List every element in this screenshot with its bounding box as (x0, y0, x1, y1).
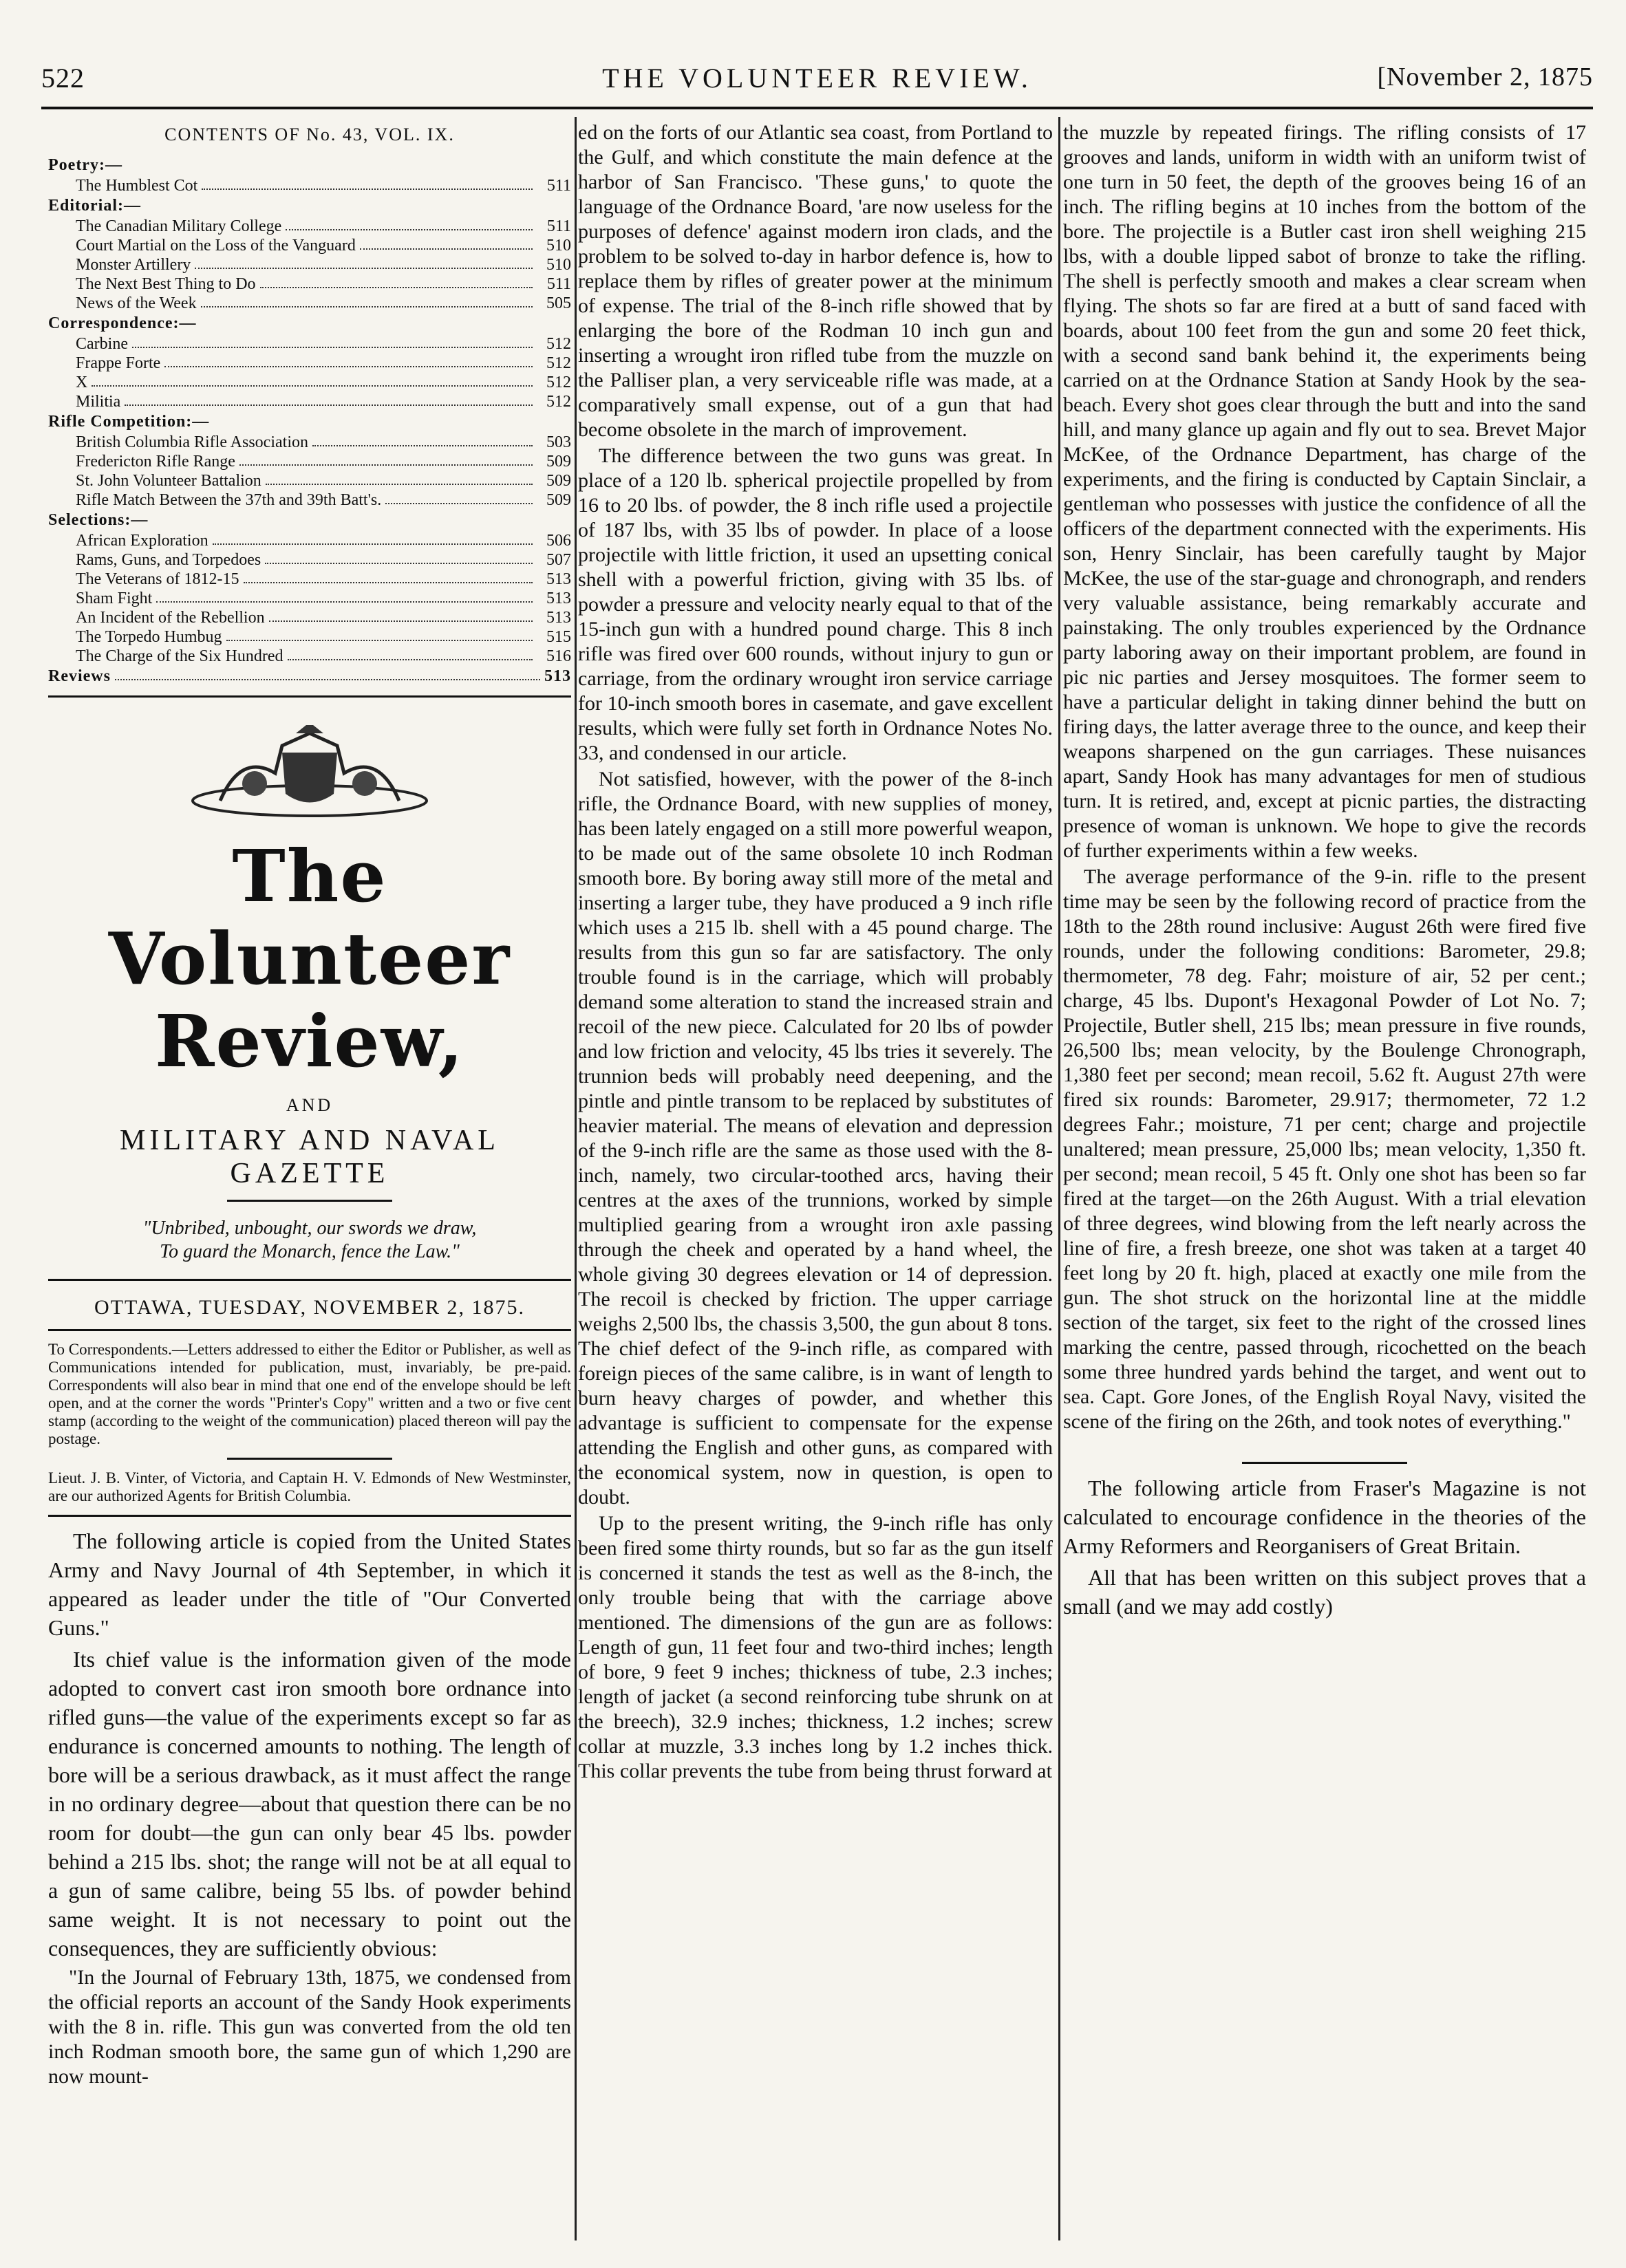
agents-notice: Lieut. J. B. Vinter, of Victoria, and Captain H. V. Edmonds of New Westminster, are our authorized Agents for British Columbia. (48, 1469, 571, 1504)
toc-entry-page: 507 (546, 551, 571, 569)
toc-entry-title: St. John Volunteer Battalion (76, 472, 261, 490)
toc-section-heading: Poetry:— (48, 156, 122, 174)
leader-dots (286, 217, 533, 230)
page-number: 522 (41, 63, 85, 94)
toc-entry-title: Rams, Guns, and Torpedoes (76, 551, 261, 569)
toc-entry (76, 608, 571, 627)
second-article-paragraph: All that has been written on this subject proves that a small (and we may add costly) (1063, 1565, 1586, 1619)
divider (48, 1515, 571, 1517)
leader-dots (164, 354, 533, 367)
toc-entry-title: African Exploration (76, 532, 208, 550)
motto-line-2: To guard the Monarch, fence the Law." (160, 1241, 460, 1262)
leader-dots (239, 452, 533, 466)
toc-entry-title: The Humblest Cot (76, 177, 198, 195)
leader-dots (385, 490, 533, 504)
toc-entry-title: The Canadian Military College (76, 217, 282, 235)
toc-entry-page: 512 (546, 374, 571, 391)
article-paragraph: Its chief value is the information given of the mode adopted to convert cast iron smooth bore ordnance into rifled guns—the value of the experiments except so far as endurance is concerned amounts to nothing. The length of bore will be a serious drawback, as it must affect the range in no ordinary degree—about that question there can be no room for doubt—the gun can only bear 45 lbs. powder behind a 215 lbs. shot; the range will not be at all equal to a gun of same calibre, being 55 lbs. of powder behind same weight. It is not necessary to point out the consequences, they are sufficiently obvious: (48, 1647, 571, 1961)
contents-title: CONTENTS OF No. 43, VOL. IX. (164, 125, 455, 144)
toc-entry-title: The Next Best Thing to Do (76, 275, 256, 293)
toc-entry-page: 512 (546, 354, 571, 372)
toc-entry-page: 513 (546, 590, 571, 607)
toc-entry-page: 506 (546, 532, 571, 550)
toc-entry-page: 511 (546, 177, 571, 195)
motto (48, 1217, 571, 1264)
motto-line-1: "Unbribed, unbought, our swords we draw, (142, 1218, 477, 1239)
toc-entry (76, 627, 571, 647)
toc-entry-page: 516 (546, 647, 571, 665)
divider (48, 1329, 571, 1331)
toc-entry (76, 490, 571, 510)
toc-entry-title: The Charge of the Six Hundred (76, 647, 284, 665)
toc-entry-title: The Veterans of 1812-15 (76, 570, 239, 588)
toc-entry (76, 589, 571, 608)
leader-dots (132, 334, 533, 348)
toc-section-heading: Selections:— (48, 511, 149, 529)
dateline: OTTAWA, TUESDAY, NOVEMBER 2, 1875. (94, 1296, 525, 1319)
leader-dots (226, 627, 533, 641)
article-paragraph: ed on the forts of our Atlantic sea coast, from Portland to the Gulf, and which constitute the main defence at the harbor of San Francisco. 'These guns,' to quote the language of the Ordnance Board, 'are now useless for the purposes of defence' against modern iron clads, and the problem to be solved to-day in harbor defence is, how to replace them by rifles of greater power at the minimum of expense. The trial of the 8-inch rifle showed that by enlarging the bore of the Rodman 10 inch gun and inserting a wrought iron rifled tube from the muzzle on the Palliser plan, a very serviceable rifle was made, at a comparatively small expense, out of a gun that had become obsolete in the march of improvement. (578, 121, 1053, 441)
leader-dots (92, 373, 533, 387)
toc-entry-page: 513 (546, 609, 571, 627)
article-paragraph: the muzzle by repeated firings. The rifling consists of 17 grooves and lands, uniform in width with an uniform twist of one turn in 50 feet, the depth of the grooves being 16 of an inch. The rifling begins at 10 inches from the bottom of the bore. The projectile is a Butler cast iron shell weighing 215 lbs, with a double lipped sabot of bronze to take the rifling. The shell is perfectly smooth and makes a clear scream when flying. The shots so far are fired at a butt of sand faced with boards, about 100 feet from the gun and some 20 feet thick, with a second sand bank behind it, the experiments being carried on at the Ordnance Station at Sandy Hook by the sea-beach. Every shot goes clear through the butt and into the sand hill, and many glance up again and fly out to sea. Brevet Major McKee, of the Ordnance Department, has charge of the experiments, and the firing is conducted by Captain Sinclair, a gentleman who possesses with justice the confidence of all the officers of the department connected with the experiments. His son, Henry Sinclair, has been carefully taught by Major McKee, the use of the star-guage and chronograph, and renders very valuable assistance, being remarkably accurate and painstaking. The only troubles experienced by the Ordnance party laboring away on their important problem, are found in pic nic parties and Jersey mosquitoes. The former seem to have a particular delight in taking dinner behind the butt on firing days, the latter average three to the ounce, and keep their weapons sharpened on the gun carriages. These nuisances apart, Sandy Hook has many advantages for men of studious turn. It is retired, and, except at picnic parties, the distracting presence of woman is unknown. We hope to give the records of further experiments within a few weeks. (1063, 121, 1586, 862)
toc-entry (76, 550, 571, 570)
divider (227, 1458, 392, 1460)
toc-entry-page: 509 (546, 472, 571, 490)
toc-entry-title: An Incident of the Rebellion (76, 609, 265, 627)
toc-entry-page: 511 (546, 217, 571, 235)
leader-dots (202, 176, 533, 190)
toc-entry (76, 274, 571, 294)
divider (48, 695, 571, 698)
toc-entry (76, 236, 571, 255)
masthead-title: The Volunteer Review, (108, 834, 511, 1083)
toc-entry-title: Carbine (76, 335, 128, 353)
toc-entry (76, 531, 571, 550)
toc-section-heading: Rifle Competition:— (48, 413, 210, 431)
toc-entry-page: 505 (546, 294, 571, 312)
divider (1242, 1462, 1407, 1464)
second-article-paragraph: The following article from Fraser's Magazine is not calculated to encourage confidence in the theories of the Army Reformers and Reorganisers of Great Britain. (1063, 1476, 1586, 1558)
toc-entry-title: Fredericton Rifle Range (76, 453, 235, 471)
masthead-subtitle: MILITARY AND NAVAL GAZETTE (120, 1125, 500, 1189)
toc-entry-page: 510 (546, 256, 571, 274)
masthead-and: AND (286, 1095, 334, 1115)
column-1 (48, 120, 571, 2234)
leader-dots (244, 570, 533, 583)
toc-page: 513 (544, 667, 571, 685)
article-paragraph: Not satisfied, however, with the power of the 8-inch rifle, the Ordnance Board, with new supplies of money, has been lately engaged on a still more powerful weapon, to be made out of the same obsolete 10 inch Rodman smooth bore. By boring away still more of the metal and inserting a larger tube, they have produced a 9 inch rifle which uses a 215 lb. shell with a 45 pound charge. The results from this gun so far are satisfactory. The only trouble found is in the carriage, which will probably demand some alteration to stand the increased strain and recoil of the new piece. Calculated for 20 lbs of powder and low friction and velocity, 45 lbs tries it severely. The trunnion beds will probably need deepening, and the pintle and pintle transom to be replaced by substitutes of heavier material. The means of elevation and depression of the 9-inch rifle are the same as those used with the 8-inch, namely, two circular-toothed arcs, having their centres at the axes of the trunnions, worked by simple multiplied gearing from a wrought iron axle passing through the cheek and operated by a hand wheel, the whole giving 30 degrees elevation or 14 of depression. The recoil is checked by friction. The upper carriage weighs 2,500 lbs, the chassis 3,500, the gun about 8 tons. The chief defect of the 9-inch rifle, as compared with foreign pieces of the same calibre, is in want of length to burn heavy charges of powder, and whether this advantage is sufficient to compensate for the expense attending the English and other guns, as compared with the economical system, now in question, is open to doubt. (578, 768, 1053, 1509)
toc-entry-title: Rifle Match Between the 37th and 39th Batt's. (76, 491, 382, 509)
toc-entry-title: X (76, 374, 88, 391)
toc-entry-page: 509 (546, 453, 571, 471)
toc-entry-page: 511 (546, 275, 571, 293)
issue-date: [November 2, 1875 (1377, 63, 1593, 91)
journal-title: THE VOLUNTEER REVIEW. (602, 63, 1032, 94)
leader-dots (201, 294, 533, 307)
leader-dots (312, 433, 533, 446)
leader-dots (156, 589, 533, 603)
leader-dots (213, 531, 533, 545)
toc-entry-title: News of the Week (76, 294, 197, 312)
toc-entry-page: 510 (546, 237, 571, 255)
leader-dots (260, 274, 533, 288)
toc-entry-title: Court Martial on the Loss of the Vanguard (76, 237, 356, 255)
article-paragraph: The average performance of the 9-in. rifle to the present time may be seen by the following record of practice from the 18th to the 28th round inclusive: August 26th were fired five rounds, under the following conditions: Barometer, 29.8; thermometer, 78 deg. Fahr; moisture of air, 52 per cent.; charge, 45 lbs. Dupont's Hexagonal Powder of Lot No. 7; Projectile, Butler shell, 215 lbs; mean pressure in five rounds, 26,500 lbs; mean velocity, by the Boulenge Chronograph, 1,380 feet per second; mean recoil, 5.62 ft. August 27th were fired six rounds: Barometer, 29.917; thermometer, 72 1.2 degrees Fahr.; moisture, 71 per cent; charge and projectile unaltered; mean pressure, 25,000 lbs; mean velocity, 1,350 ft. per second; mean recoil, 5 45 ft. Only one shot has been so far fired at the target—on the 26th August. With a trial elevation of three degrees, wind blowing from the left nearly across the line of fire, a fresh breeze, one shot was taken at a target 40 feet long by 20 ft. high, placed at exactly one mile from the gun. The shot struck on the horizontal line at the middle section of the target, six feet to the right of the crossed lines marking the centre, passed through, ricochetted on the beach some three hundred yards behind the target, and went out to sea. Capt. Gore Jones, of the English Royal Navy, visited the scene of the firing on the 26th, and took notes of everything." (1063, 865, 1586, 1433)
page-header (41, 55, 1593, 103)
toc-entry-title: Monster Artillery (76, 256, 191, 274)
toc-entry-title: Sham Fight (76, 590, 153, 607)
column-divider (1058, 117, 1060, 2240)
toc-entry (76, 647, 571, 666)
toc-section-heading: Correspondence:— (48, 314, 197, 332)
toc-entry (76, 255, 571, 274)
toc-entry (76, 176, 571, 195)
toc-entry (76, 452, 571, 471)
toc-section-heading: Editorial:— (48, 197, 141, 215)
toc-entry-title: British Columbia Rifle Association (76, 433, 308, 451)
column-3 (1063, 120, 1586, 2234)
article-paragraph: Up to the present writing, the 9-inch rifle has only been fired some thirty rounds, but so far as the gun itself is concerned it stands the test as well as the 8-inch, the only trouble being that with the carriage above mentioned. The dimensions of the gun are as follows: Length of gun, 11 feet four and two-third inches; length of bore, 9 feet 9 inches; thickness of tube, 2.3 inches; length of jacket (a second reinforcing tube shrunk on at the breech), 32.9 inches; thickness, 1.2 inches; screw collar at muzzle, 3.3 inches long by 1.2 inches thick. This collar prevents the tube from being thrust forward at (578, 1512, 1053, 1782)
article-paragraph: The following article is copied from the United States Army and Navy Journal of 4th September, in which it appeared as leader under the title of "Our Converted Guns." (48, 1529, 571, 1640)
leader-dots (195, 255, 533, 269)
toc-entry (76, 354, 571, 373)
toc-entry-page: 512 (546, 393, 571, 411)
toc-entry-page: 512 (546, 335, 571, 353)
toc-entry (76, 471, 571, 490)
article-paragraph: "In the Journal of February 13th, 1875, we condensed from the official reports an account of the Sandy Hook experiments with the 8 in. rifle. This gun was converted from the old ten inch Rodman smooth bore, the same gun of which 1,290 are now mount- (48, 1966, 571, 2088)
toc-entry-title: Frappe Forte (76, 354, 161, 372)
ornament-rule (227, 1200, 392, 1202)
royal-arms-emblem (179, 725, 440, 828)
toc-entry (76, 433, 571, 452)
column-2 (578, 120, 1053, 2234)
leader-dots (288, 647, 533, 660)
toc-entry-page: 509 (546, 491, 571, 509)
leader-dots (265, 550, 533, 564)
leader-dots (269, 608, 533, 622)
toc-entry-page: 503 (546, 433, 571, 451)
column-divider (575, 117, 577, 2240)
correspondents-notice: To Correspondents.—Letters addressed to either the Editor or Publisher, as well as Communications intended for publication, must, invariably, be pre-paid. Correspondents will also bear in mind that one end of the envelope should be left open, and at the corner the words "Printer's Copy" written and a two or five cent stamp (according to the weight of the communication) placed thereon will pay the postage. (48, 1341, 571, 1447)
toc-entry-page: 515 (546, 628, 571, 646)
toc-section-heading (48, 667, 571, 686)
toc-entry (76, 294, 571, 313)
toc-entry-title: The Torpedo Humbug (76, 628, 222, 646)
article-paragraph: The difference between the two guns was great. In place of a 120 lb. spherical projectile propelled by from 16 to 20 lbs. of powder, the 8 inch rifle used a projectile of 187 lbs, with 35 lbs of powder. In place of a loose projectile with little friction, it used an upsetting conical shell with a powerful friction, giving with 35 lbs. of powder a pressure and velocity nearly equal to that of the 15-inch gun with a hundred pound charge. This 8 inch rifle was fired over 600 rounds, without injury to gun or carriage, from the ordinary wrought iron service carriage for 10-inch smooth bores in casemate, and gave excellent results, which were fully set forth in Ordnance Notes No. 33, and condensed in our article. (578, 444, 1053, 764)
leader-dots (266, 471, 533, 485)
toc-section-label: Reviews (48, 667, 111, 685)
toc-entry (76, 373, 571, 392)
header-rule (41, 107, 1593, 109)
leader-dots (125, 392, 533, 406)
toc-entry (76, 334, 571, 354)
toc-entry-page: 513 (546, 570, 571, 588)
table-of-contents (48, 156, 571, 686)
toc-entry-title: Militia (76, 393, 121, 411)
toc-entry (76, 217, 571, 236)
toc-entry (76, 392, 571, 411)
divider (48, 1279, 571, 1281)
toc-entry (76, 570, 571, 589)
leader-dots (360, 236, 533, 250)
